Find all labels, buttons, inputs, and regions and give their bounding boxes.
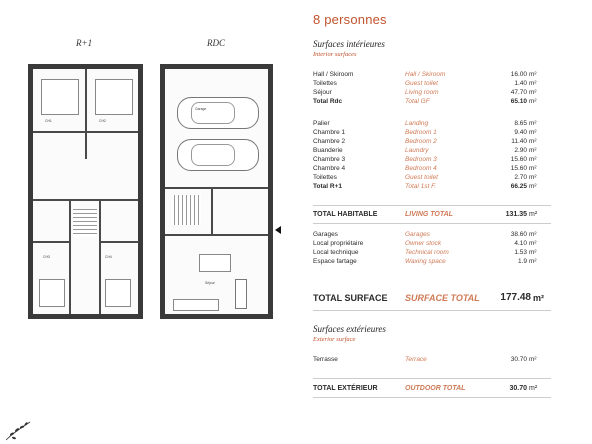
interior-subheading: Interior surfaces [313,51,357,58]
surface-row: Local propriétaire Owner stock 4.10 m² [313,240,537,247]
divider [313,397,551,398]
surface-row: Chambre 1 Bedroom 1 9.40 m² [313,129,537,136]
surface-row: Séjour Living room 47.70 m² [313,89,537,96]
exterior-heading: Surfaces extérieures [313,324,386,334]
divider [313,205,551,206]
exterior-total-row: TOTAL EXTÉRIEUR OUTDOOR TOTAL 30.70 m² [313,385,538,392]
surface-row: Toilettes Guest toilet 2.70 m² [313,174,537,181]
surface-row: Garages Garages 38.60 m² [313,231,537,238]
ground-floor-label: RDC [207,38,225,48]
page-title: 8 personnes [313,12,387,27]
surface-row: Palier Landing 8.65 m² [313,120,537,127]
surface-row: Terrasse Terrace 30.70 m² [313,356,537,363]
surface-row: Hall / Skiroom Hall / Skiroom 16.00 m² [313,71,537,78]
leaf-ornament-icon [4,418,34,442]
surface-row: Buanderie Laundry 2.90 m² [313,147,537,154]
surface-row: Local technique Technical room 1.53 m² [313,249,537,256]
surface-row: Espace fartage Waxing space 1.9 m² [313,258,537,265]
upper-floor-plan: CH1 CH2 CH3 CH4 [28,64,143,319]
divider [313,310,551,311]
surface-total-row: TOTAL SURFACE SURFACE TOTAL 177.48 m² [313,292,544,303]
surface-row: Chambre 3 Bedroom 3 15.60 m² [313,156,537,163]
surface-row: Toilettes Guest toilet 1.40 m² [313,80,537,87]
interior-heading: Surfaces intérieures [313,39,385,49]
habitable-total-row: TOTAL HABITABLE LIVING TOTAL 131.35 m² [313,211,538,218]
upper-floor-label: R+1 [76,38,93,48]
ground-total-row: Total Rdc Total GF 65.10 m² [313,98,537,105]
exterior-subheading: Exterior surface [313,336,356,343]
entrance-arrow-icon [275,226,281,234]
first-floor-total-row: Total R+1 Total 1st F. 66.25 m² [313,183,537,190]
divider [313,223,551,224]
surface-row: Chambre 4 Bedroom 4 15.60 m² [313,165,537,172]
surface-row: Chambre 2 Bedroom 2 11.40 m² [313,138,537,145]
divider [313,378,551,379]
ground-floor-plan: Garage Séjour [160,64,273,319]
